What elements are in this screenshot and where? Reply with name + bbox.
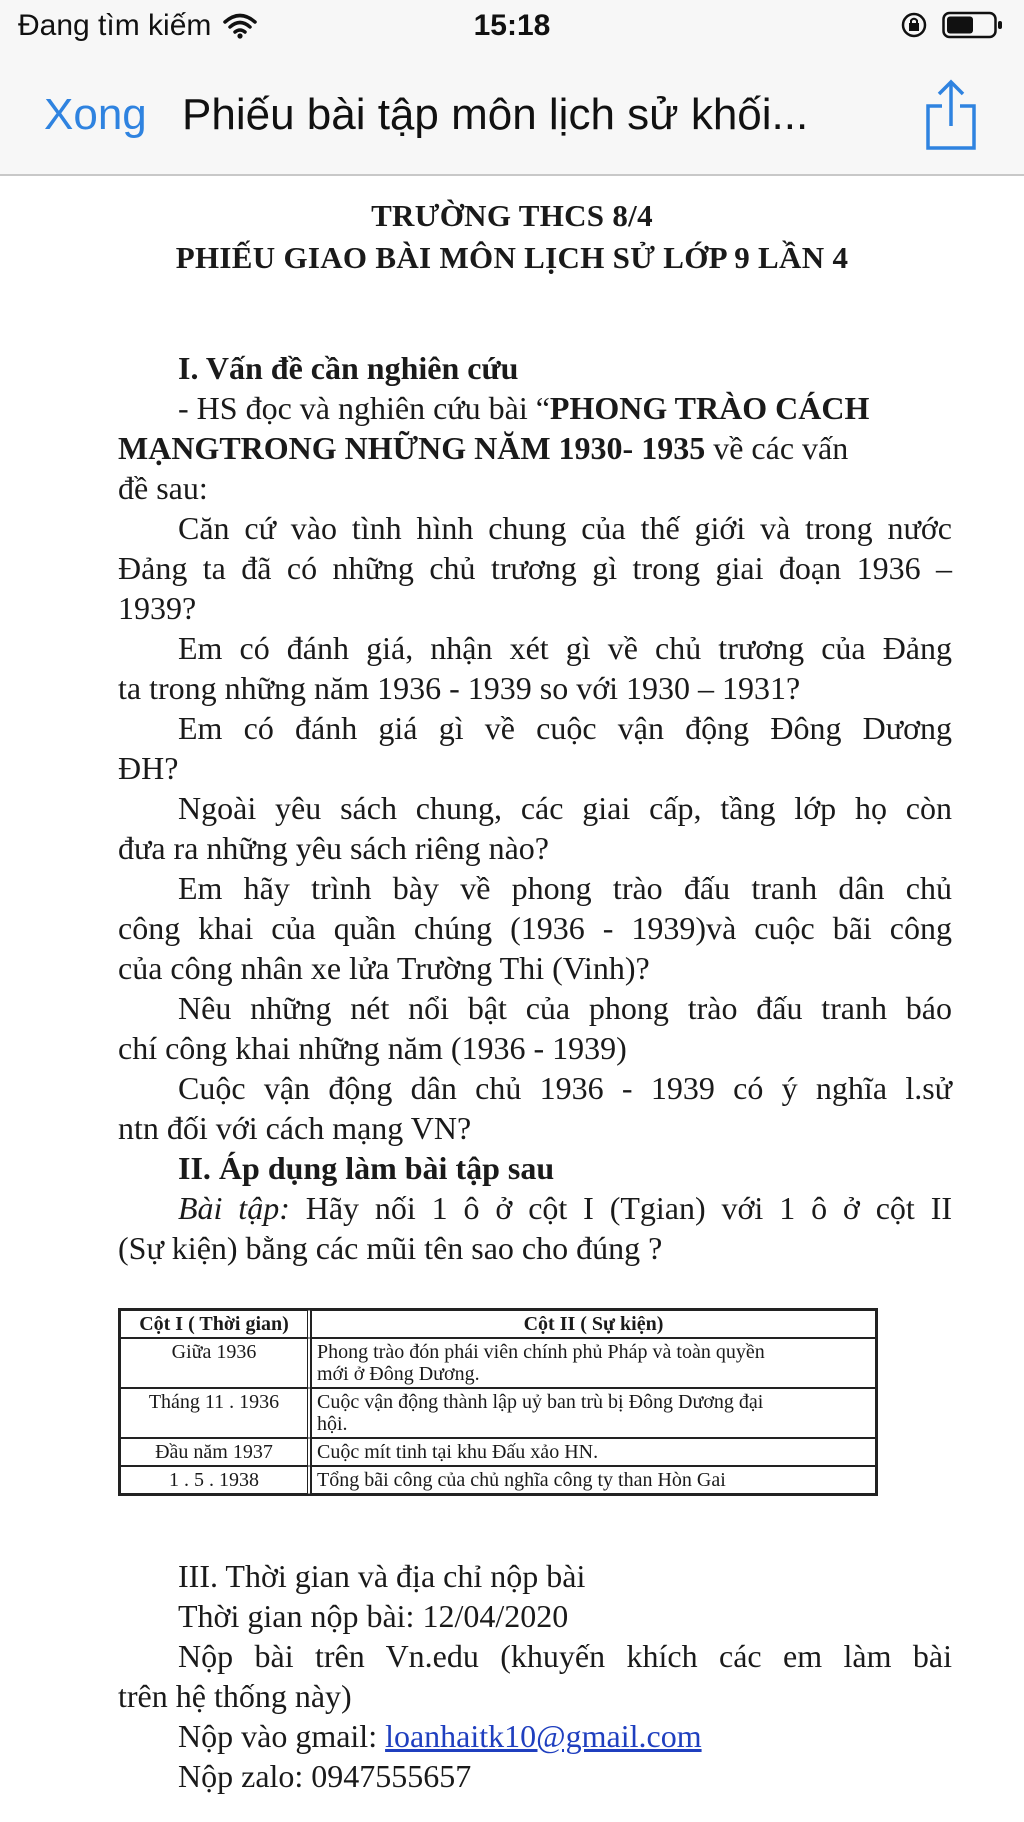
intro-text-end: về các vấn (705, 430, 849, 466)
deadline-text: Thời gian nộp bài: 12/04/2020 (178, 1598, 569, 1634)
section1-heading: I. Vấn đề cần nghiên cứu (178, 350, 519, 386)
table-row (120, 1338, 876, 1388)
question7-line2: ntn đối với cách mạng VN? (118, 1110, 472, 1146)
intro-text: - HS đọc và nghiên cứu bài “ (178, 390, 550, 426)
question5-line3: của công nhân xe lửa Trường Thi (Vinh)? (118, 950, 650, 986)
battery-icon (942, 11, 1004, 39)
question4-line2: đưa ra những yêu sách riêng nào? (118, 830, 549, 866)
question3-line2: ĐH? (118, 750, 179, 786)
question4-line1: Ngoài yêu sách chung, các giai cấp, tầng lớp họ còn (178, 790, 952, 826)
matching-table (118, 1308, 878, 1496)
vnedu-line1: Nộp bài trên Vn.edu (khuyến khích các em làm bài (178, 1638, 952, 1674)
document-viewer[interactable] (0, 176, 1024, 1822)
section3-heading: III. Thời gian và địa chỉ nộp bài (178, 1558, 586, 1594)
status-bar (0, 0, 1024, 56)
zalo-text: Nộp zalo: 0947555657 (178, 1758, 472, 1794)
nav-title: Phiếu bài tập môn lịch sử khối... (182, 90, 809, 139)
table-row (120, 1388, 876, 1438)
exercise-line2: (Sự kiện) bằng các mũi tên sao cho đúng ? (118, 1230, 663, 1266)
section1-intro (178, 388, 952, 428)
question2-line1: Em có đánh giá, nhận xét gì về chủ trương của Đảng (178, 630, 952, 666)
school-name: TRƯỜNG THCS 8/4 (371, 198, 653, 233)
col1-header: Cột I ( Thời gian) (120, 1310, 311, 1338)
section1-intro-cont (118, 428, 952, 468)
section2-heading: II. Áp dụng làm bài tập sau (178, 1150, 555, 1186)
event-cell (311, 1338, 876, 1388)
col2-header: Cột II ( Sự kiện) (311, 1310, 876, 1338)
question2-line2: ta trong những năm 1936 - 1939 so với 1930 – 1931? (118, 670, 801, 706)
question3-line1: Em có đánh giá gì về cuộc vận động Đông Dương (178, 710, 952, 746)
event-cell (311, 1388, 876, 1438)
event-text-cont: mới ở Đông Dương. (317, 1363, 480, 1385)
gmail-link[interactable]: loanhaitk10@gmail.com (385, 1718, 702, 1754)
time-cell: Tháng 11 . 1936 (120, 1388, 311, 1438)
lesson-title-part1: PHONG TRÀO CÁCH (549, 390, 870, 426)
event-text: Phong trào đón phái viên chính phủ Pháp và toàn quyền (317, 1341, 765, 1363)
time-cell: Giữa 1936 (120, 1338, 311, 1388)
section1-intro-end: đề sau: (118, 470, 208, 506)
table-row (120, 1466, 876, 1494)
lesson-title-part2: MẠNGTRONG NHỮNG NĂM 1930- 1935 (118, 430, 706, 466)
question1-line3: 1939? (118, 590, 197, 626)
share-icon[interactable] (922, 78, 980, 152)
event-text-cont: hội. (317, 1413, 348, 1435)
gmail-line (178, 1716, 952, 1756)
question5-line1: Em hãy trình bày về phong trào đấu tranh dân chủ (178, 870, 952, 906)
gmail-label: Nộp vào gmail: (178, 1718, 386, 1754)
rotation-lock-icon (900, 11, 928, 39)
done-button[interactable]: Xong (44, 90, 147, 139)
status-time: 15:18 (473, 9, 551, 42)
question5-line2: công khai của quần chúng (1936 - 1939)và cuộc bãi công (118, 910, 952, 946)
status-right (900, 11, 1004, 39)
carrier-text: Đang tìm kiếm (18, 9, 212, 42)
nav-bar (0, 56, 1024, 176)
exercise-line1 (178, 1188, 952, 1228)
question7-line1: Cuộc vận động dân chủ 1936 - 1939 có ý nghĩa l.sử (178, 1070, 952, 1106)
event-cell: Tổng bãi công của chủ nghĩa công ty than Hòn Gai (311, 1466, 876, 1494)
time-cell: Đầu năm 1937 (120, 1438, 311, 1466)
question6-line2: chí công khai những năm (1936 - 1939) (118, 1030, 627, 1066)
question6-line1: Nêu những nét nổi bật của phong trào đấu tranh báo (178, 990, 952, 1026)
sheet-title: PHIẾU GIAO BÀI MÔN LỊCH SỬ LỚP 9 LẦN 4 (175, 240, 849, 275)
vnedu-line2: trên hệ thống này) (118, 1678, 352, 1714)
time-cell: 1 . 5 . 1938 (120, 1466, 311, 1494)
question1-line1: Căn cứ vào tình hình chung của thế giới và trong nước (178, 510, 952, 546)
event-text: Cuộc vận động thành lập uỷ ban trù bị Đông Dương đại (317, 1391, 764, 1413)
exercise-label: Bài tập: (178, 1190, 290, 1226)
question1-line2: Đảng ta đã có những chủ trương gì trong giai đoạn 1936 – (118, 550, 952, 586)
exercise-text: Hãy nối 1 ô ở cột I (Tgian) với 1 ô ở cột II (289, 1190, 953, 1226)
table-header-row (120, 1310, 876, 1338)
table-row (120, 1438, 876, 1466)
event-cell: Cuộc mít tinh tại khu Đấu xảo HN. (311, 1438, 876, 1466)
